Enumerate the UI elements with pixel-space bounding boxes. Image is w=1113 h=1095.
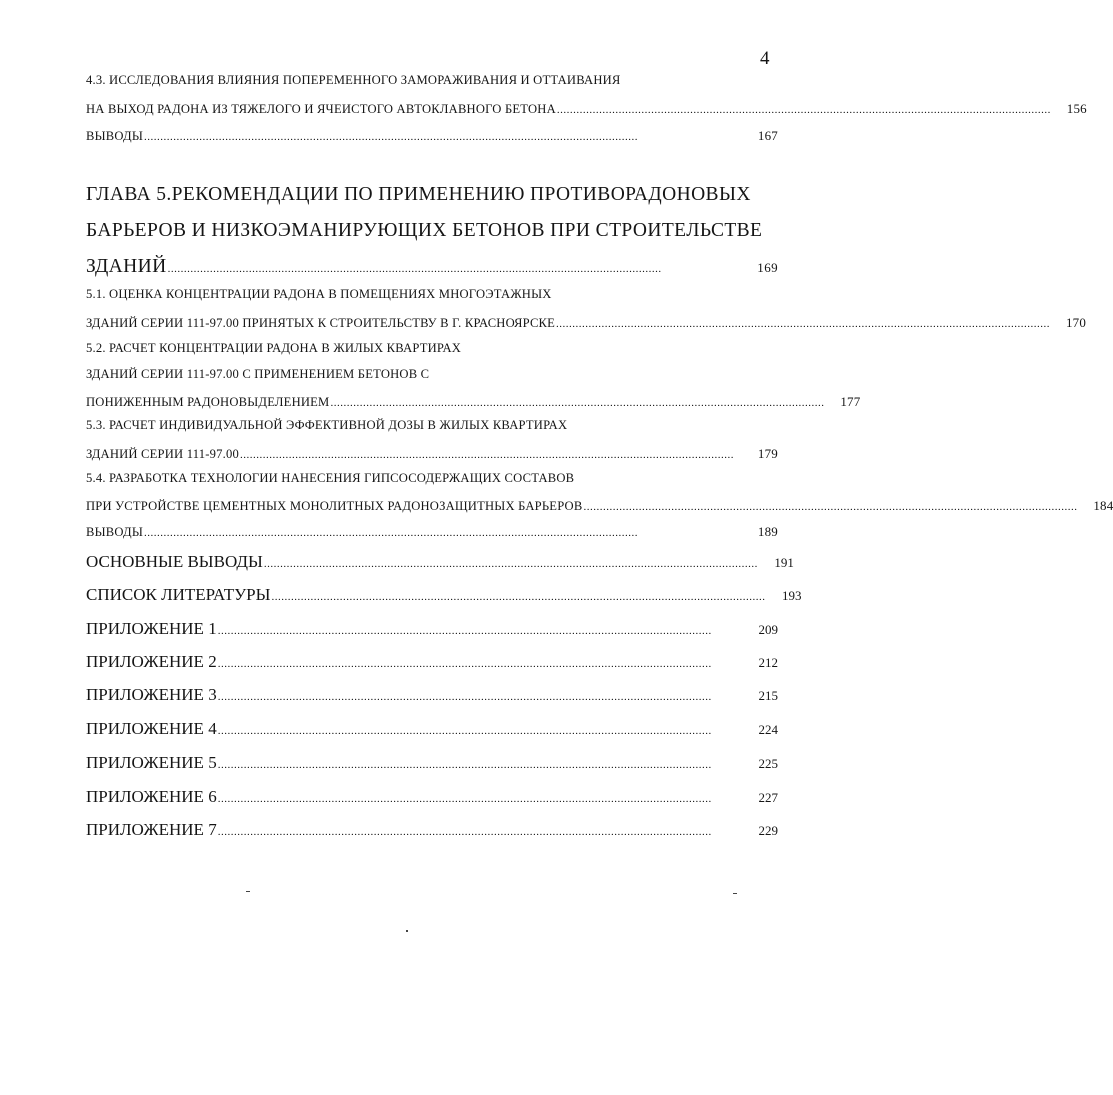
toc-line-4-3: 4.3. ИССЛЕДОВАНИЯ ВЛИЯНИЯ ПОПЕРЕМЕННОГО ЗАМОРАЖИВАНИЯ И ОТТАИВАНИЯ xyxy=(86,73,621,87)
dot-leader: ........................................................................................................................................................ xyxy=(583,501,1078,513)
toc-entry-title: НА ВЫХОД РАДОНА ИЗ ТЯЖЕЛОГО И ЯЧЕИСТОГО АВТОКЛАВНОГО БЕТОНА xyxy=(86,102,556,116)
toc-entry-appendix-7[interactable] xyxy=(86,820,778,840)
dot-leader: ........................................................................................................................................................ xyxy=(556,318,1051,330)
toc-line-5-2b: ЗДАНИЙ СЕРИИ 111-97.00 С ПРИМЕНЕНИЕМ БЕТОНОВ С xyxy=(86,367,430,381)
toc-entry-page: 215 xyxy=(758,688,778,703)
dot-leader: ........................................................................................................................................................ xyxy=(217,658,712,670)
toc-entry-title: ПРИЛОЖЕНИЕ 3 xyxy=(86,685,217,704)
toc-entry-appendix-3[interactable] xyxy=(86,685,778,705)
toc-entry-title: ОСНОВНЫЕ ВЫВОДЫ xyxy=(86,552,263,571)
toc-entry-4-3[interactable] xyxy=(86,101,1087,117)
toc-entry-title: СПИСОК ЛИТЕРАТУРЫ xyxy=(86,585,271,604)
toc-entry-title: ПРИЛОЖЕНИЕ 1 xyxy=(86,619,217,638)
toc-entry-5-3[interactable] xyxy=(86,446,778,462)
dot-leader: ........................................................................................................................................................ xyxy=(271,591,766,603)
dot-leader: ........................................................................................................................................................ xyxy=(330,397,825,409)
dot-leader: ........................................................................................................................................................ xyxy=(239,449,734,461)
toc-chapter-5-line-1: ГЛАВА 5.РЕКОМЕНДАЦИИ ПО ПРИМЕНЕНИЮ ПРОТИВОРАДОНОВЫХ xyxy=(86,184,751,205)
toc-entry-bibliography[interactable] xyxy=(86,585,802,605)
toc-entry-page: 229 xyxy=(758,823,778,838)
toc-entry-title: ПРИЛОЖЕНИЕ 5 xyxy=(86,753,217,772)
toc-entry-appendix-2[interactable] xyxy=(86,652,778,672)
toc-entry-conclusions-ch5[interactable] xyxy=(86,524,778,540)
scan-speck xyxy=(246,891,250,892)
toc-entry-page: 212 xyxy=(758,655,778,670)
toc-entry-page: 167 xyxy=(757,128,778,143)
dot-leader: ........................................................................................................................................................ xyxy=(217,725,712,737)
toc-entry-page: 209 xyxy=(758,622,778,637)
toc-entry-title: ПОНИЖЕННЫМ РАДОНОВЫДЕЛЕНИЕМ xyxy=(86,395,330,409)
page-number: 4 xyxy=(760,48,770,69)
toc-line-5-3: 5.3. РАСЧЕТ ИНДИВИДУАЛЬНОЙ ЭФФЕКТИВНОЙ ДОЗЫ В ЖИЛЫХ КВАРТИРАХ xyxy=(86,418,568,432)
toc-entry-title: ПРИЛОЖЕНИЕ 2 xyxy=(86,652,217,671)
toc-entry-title: ЗДАНИЙ СЕРИИ 111-97.00 ПРИНЯТЫХ К СТРОИТЕЛЬСТВУ В Г. КРАСНОЯРСКЕ xyxy=(86,316,556,330)
toc-entry-chapter-5[interactable] xyxy=(86,256,778,278)
dot-leader: ........................................................................................................................................................ xyxy=(217,759,712,771)
toc-entry-page: 225 xyxy=(758,756,778,771)
dot-leader: ........................................................................................................................................................ xyxy=(556,104,1051,116)
toc-entry-appendix-5[interactable] xyxy=(86,753,778,773)
dot-leader: ........................................................................................................................................................ xyxy=(263,558,758,570)
dot-leader: ........................................................................................................................................................ xyxy=(217,826,712,838)
toc-entry-page: 227 xyxy=(758,790,778,805)
toc-entry-page: 184 xyxy=(1093,498,1113,513)
dot-leader: ........................................................................................................................................................ xyxy=(144,131,639,143)
toc-entry-title: ЗДАНИЙ СЕРИИ 111-97.00 xyxy=(86,447,239,461)
toc-entry-title: ЗДАНИЙ xyxy=(86,256,167,277)
toc-entry-title: ВЫВОДЫ xyxy=(86,129,144,143)
toc-entry-page: 191 xyxy=(774,555,794,570)
toc-entry-title: ПРИЛОЖЕНИЕ 4 xyxy=(86,719,217,738)
toc-entry-appendix-1[interactable] xyxy=(86,619,778,639)
toc-line-5-1: 5.1. ОЦЕНКА КОНЦЕНТРАЦИИ РАДОНА В ПОМЕЩЕНИЯХ МНОГОЭТАЖНЫХ xyxy=(86,287,552,301)
toc-entry-main-conclusions[interactable] xyxy=(86,552,794,572)
toc-entry-title: ПРИ УСТРОЙСТВЕ ЦЕМЕНТНЫХ МОНОЛИТНЫХ РАДОНОЗАЩИТНЫХ БАРЬЕРОВ xyxy=(86,499,583,513)
toc-line-5-2a: 5.2. РАСЧЕТ КОНЦЕНТРАЦИИ РАДОНА В ЖИЛЫХ КВАРТИРАХ xyxy=(86,341,462,355)
toc-entry-page: 179 xyxy=(757,446,778,461)
toc-entry-page: 193 xyxy=(781,588,802,603)
toc-line-5-4: 5.4. РАЗРАБОТКА ТЕХНОЛОГИИ НАНЕСЕНИЯ ГИПСОСОДЕРЖАЩИХ СОСТАВОВ xyxy=(86,471,575,485)
scan-speck xyxy=(406,930,408,932)
toc-entry-title: ПРИЛОЖЕНИЕ 7 xyxy=(86,820,217,839)
toc-entry-page: 189 xyxy=(757,524,778,539)
toc-entry-title: ВЫВОДЫ xyxy=(86,525,144,539)
dot-leader: ........................................................................................................................................................ xyxy=(217,691,712,703)
dot-leader: ........................................................................................................................................................ xyxy=(217,793,712,805)
toc-entry-page: 169 xyxy=(757,260,778,275)
toc-entry-page: 170 xyxy=(1065,315,1087,330)
toc-entry-page: 156 xyxy=(1066,101,1087,116)
dot-leader: ........................................................................................................................................................ xyxy=(144,527,639,539)
toc-entry-title: ПРИЛОЖЕНИЕ 6 xyxy=(86,787,217,806)
toc-entry-page: 177 xyxy=(840,394,861,409)
toc-entry-page: 224 xyxy=(758,722,778,737)
toc-entry-5-1[interactable] xyxy=(86,315,1087,331)
dot-leader: ........................................................................................................................................................ xyxy=(167,263,662,275)
toc-entry-appendix-4[interactable] xyxy=(86,719,778,739)
scan-speck xyxy=(733,893,737,894)
toc-entry-conclusions-ch4[interactable] xyxy=(86,128,778,144)
toc-entry-appendix-6[interactable] xyxy=(86,787,778,807)
dot-leader: ........................................................................................................................................................ xyxy=(217,625,712,637)
toc-chapter-5-line-2: БАРЬЕРОВ И НИЗКОЭМАНИРУЮЩИХ БЕТОНОВ ПРИ СТРОИТЕЛЬСТВЕ xyxy=(86,220,763,241)
toc-entry-5-2[interactable] xyxy=(86,394,861,410)
toc-entry-5-4[interactable] xyxy=(86,498,1113,514)
